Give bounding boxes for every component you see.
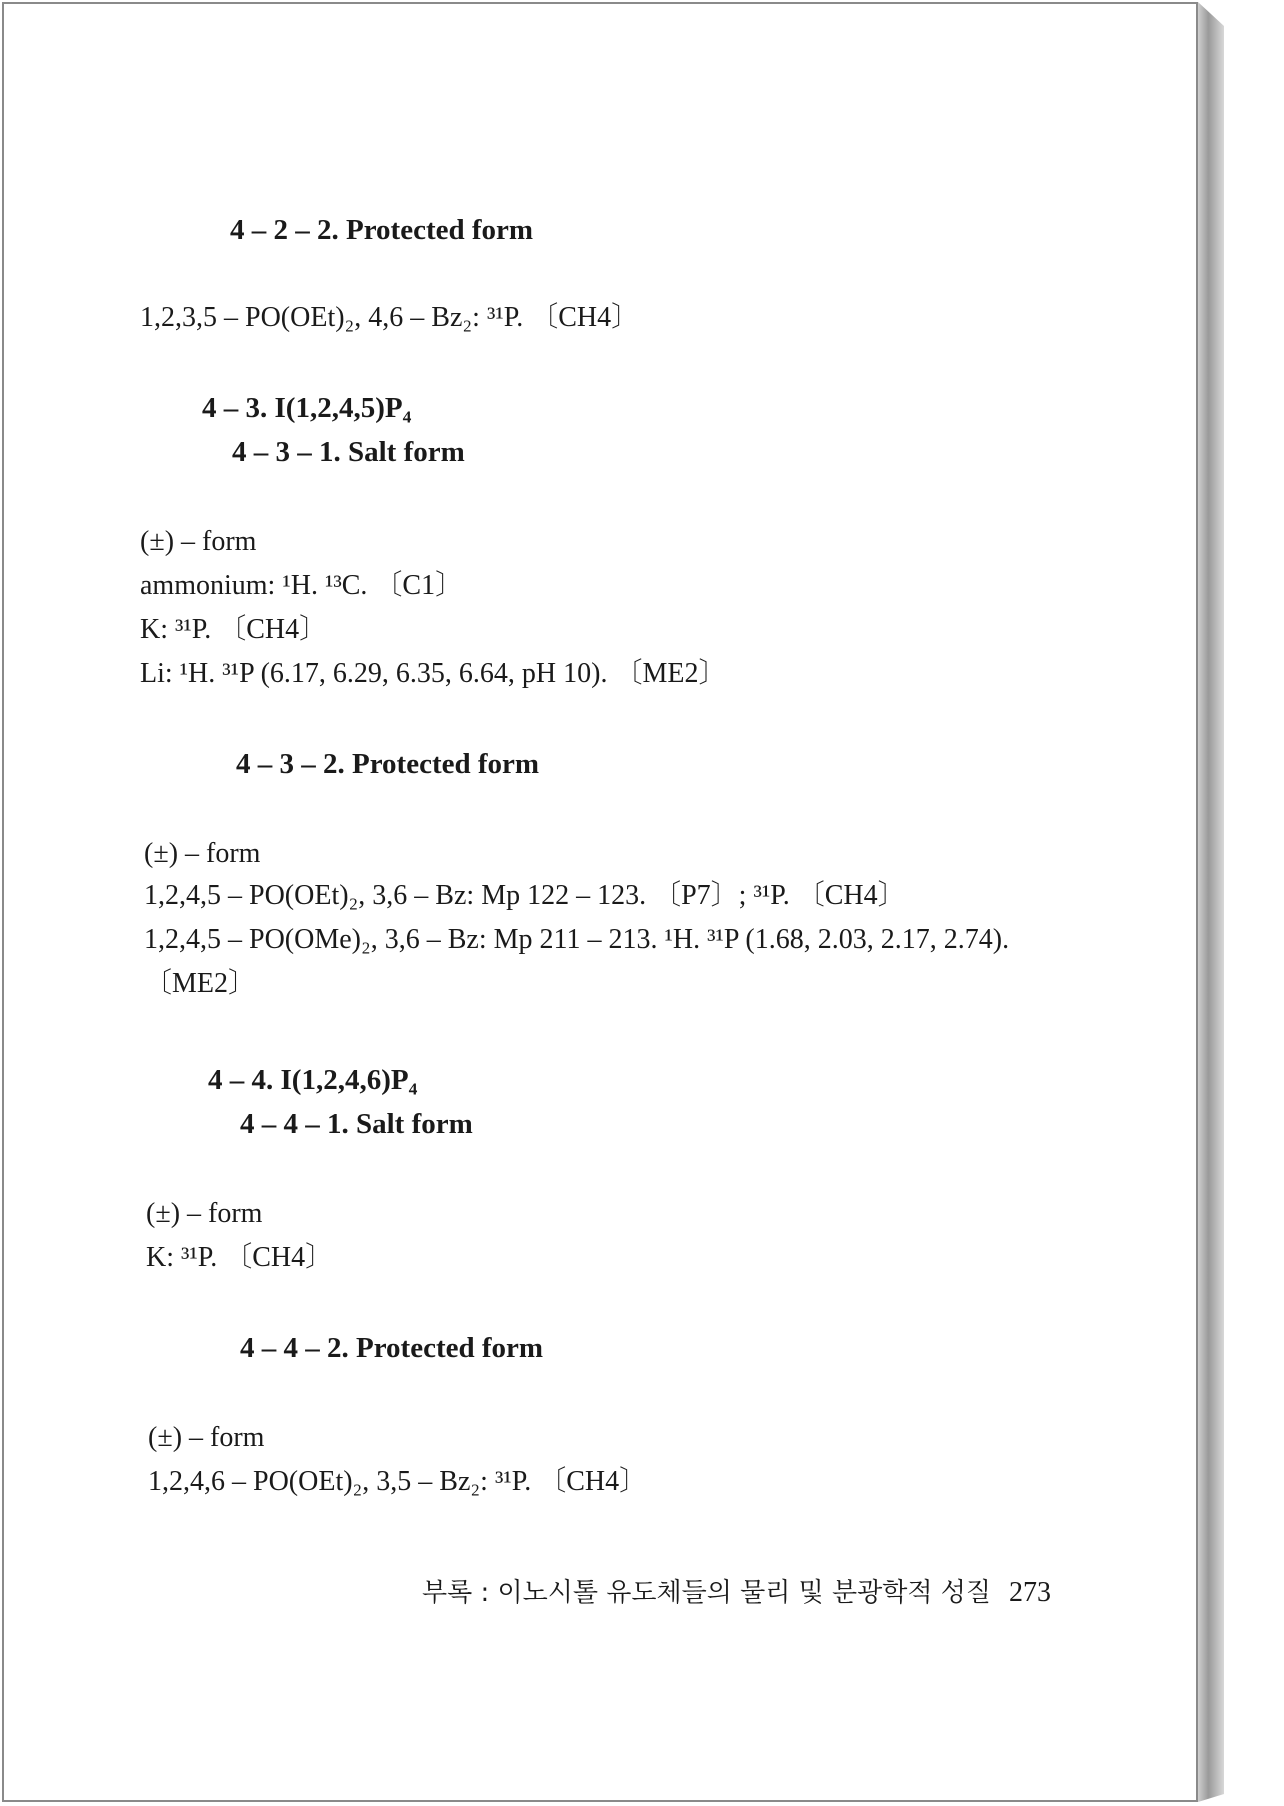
body-line: (±) – form	[140, 526, 257, 557]
body-line: (±) – form	[148, 1422, 265, 1453]
heading-4-3: 4 – 3. I(1,2,4,5)P₄	[202, 392, 412, 424]
body-line: (±) – form	[144, 838, 261, 869]
page-sheet	[2, 2, 1198, 1802]
body-line: ammonium: ¹H. ¹³C. 〔C1〕	[140, 570, 464, 601]
body-line: 1,2,3,5 – PO(OEt)₂, 4,6 – Bz₂: ³¹P. 〔CH4〕	[140, 302, 640, 333]
body-line: 1,2,4,6 – PO(OEt)₂, 3,5 – Bz₂: ³¹P. 〔CH4〕	[148, 1466, 648, 1497]
body-line: Li: ¹H. ³¹P (6.17, 6.29, 6.35, 6.64, pH 10). 〔ME2〕	[140, 658, 727, 689]
heading-4-3-1: 4 – 3 – 1. Salt form	[232, 436, 465, 468]
body-line: 1,2,4,5 – PO(OEt)₂, 3,6 – Bz: Mp 122 – 123. 〔P7〕; ³¹P. 〔CH4〕	[144, 880, 906, 911]
body-line: K: ³¹P. 〔CH4〕	[146, 1242, 334, 1273]
page-edge-shadow	[1198, 2, 1224, 1802]
running-title: 부록 : 이노시톨 유도체들의 물리 및 분광학적 성질	[422, 1578, 991, 1608]
body-line: 1,2,4,5 – PO(OMe)₂, 3,6 – Bz: Mp 211 – 213. ¹H. ³¹P (1.68, 2.03, 2.17, 2.74).	[144, 924, 1010, 955]
body-line: 〔ME2〕	[144, 968, 257, 999]
heading-4-3-2: 4 – 3 – 2. Protected form	[236, 748, 540, 780]
heading-4-2-2: 4 – 2 – 2. Protected form	[230, 214, 534, 246]
body-line: (±) – form	[146, 1198, 263, 1229]
body-line: K: ³¹P. 〔CH4〕	[140, 614, 328, 645]
heading-4-4: 4 – 4. I(1,2,4,6)P₄	[208, 1064, 418, 1096]
heading-4-4-1: 4 – 4 – 1. Salt form	[240, 1108, 473, 1140]
heading-4-4-2: 4 – 4 – 2. Protected form	[240, 1332, 544, 1364]
page-number: 273	[1008, 1577, 1051, 1608]
page-footer	[422, 1576, 1051, 1610]
